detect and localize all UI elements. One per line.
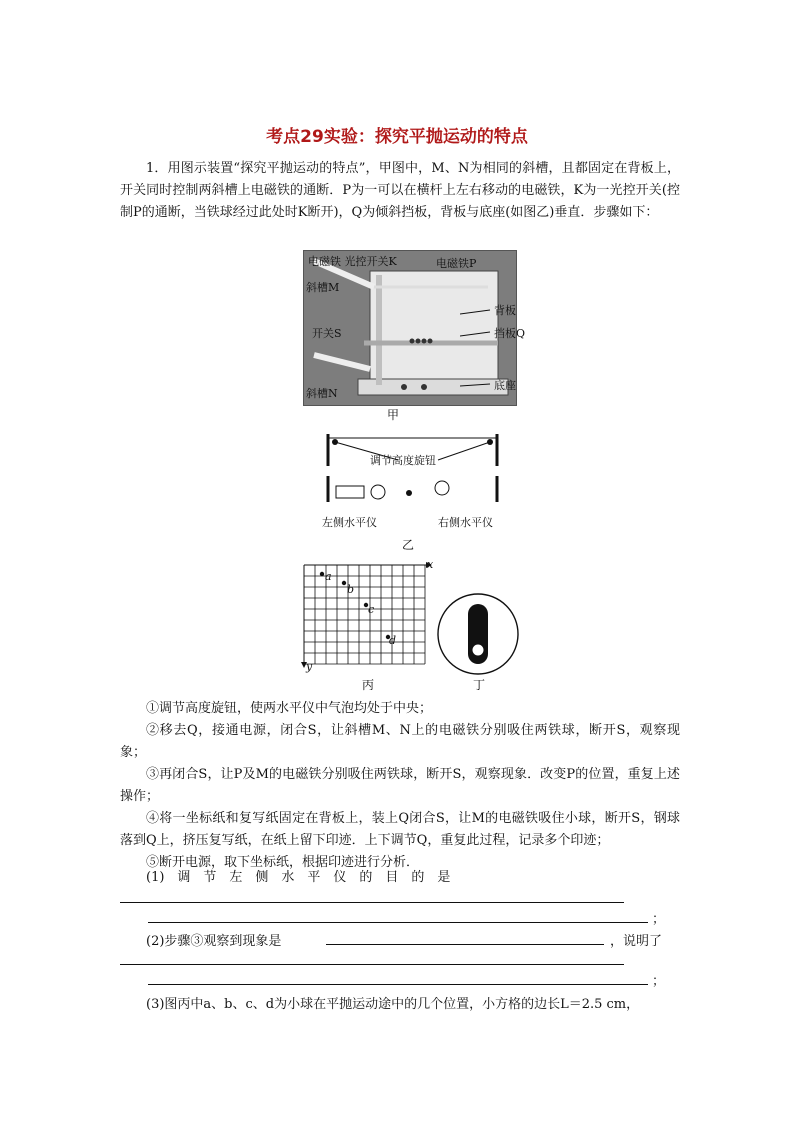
question-3-prompt: (3)图丙中a、b、c、d为小球在平抛运动途中的几个位置，小方格的边长L＝2.5 cm， — [146, 997, 640, 1012]
point-b — [342, 581, 346, 585]
caption-yi: 乙 — [401, 538, 414, 552]
question-2-prompt-a: (2)步骤③观察到现象是 — [146, 934, 282, 949]
label-base: 底座 — [494, 379, 516, 392]
step-2: ②移去Q，接通电源，闭合S，让斜槽M、N上的电磁铁分别吸住两铁球，断开S，观察现象； — [120, 723, 680, 760]
label-knob: 调节高度旋钮 — [370, 454, 436, 467]
caption-ding: 丁 — [472, 678, 485, 692]
label-em-k: 电磁铁 光控开关K — [308, 255, 397, 268]
figure-ding-level — [435, 592, 523, 676]
caption-jia: 甲 — [386, 408, 399, 422]
point-label-c: c — [368, 603, 375, 616]
q1-end-mark: ； — [652, 912, 666, 927]
answer-line-q1-b[interactable] — [148, 922, 648, 923]
figure-yi-diagram — [320, 430, 505, 510]
label-right-level: 右侧水平仪 — [438, 516, 493, 529]
page-title: 考点29实验：探究平抛运动的特点 — [266, 127, 528, 147]
step-4: ④将一坐标纸和复写纸固定在背板上，装上Q闭合S，让M的电磁铁吸住小球，断开S，钢球落到Q上，挤压复写纸，在纸上留下印迹．上下调节Q，重复此过程，记录多个印迹； — [120, 811, 680, 848]
answer-line-q2-a[interactable] — [120, 964, 624, 965]
question-1-prompt: (1) 调 节 左 侧 水 平 仪 的 目 的 是 — [146, 870, 451, 885]
label-slot-m: 斜槽M — [306, 281, 340, 294]
problem-intro: 1．用图示装置“探究平抛运动的特点”，甲图中，M、N为相同的斜槽，且都固定在背板上，开关同时控制两斜槽上电磁铁的通断．P为一可以在横杆上左右移动的电磁铁，K为一光控开关(控制P的通断，当铁球经过此处时K断开)，Q为倾斜挡板，背板与底座(如图乙)垂直．步骤如下： — [120, 161, 680, 220]
label-left-level: 左侧水平仪 — [322, 516, 377, 529]
caption-bing: 丙 — [361, 678, 374, 692]
answer-line-q1-a[interactable] — [120, 902, 624, 903]
grid-lines — [304, 565, 425, 664]
answer-line-q2-b[interactable] — [148, 984, 648, 985]
q2-end-mark: ； — [652, 974, 666, 989]
point-label-d: d — [389, 634, 397, 647]
step-5: ⑤断开电源，取下坐标纸，根据印迹进行分析． — [146, 855, 420, 870]
answer-line-q2-phenomenon[interactable] — [326, 944, 604, 945]
axis-y-label: y — [306, 660, 313, 673]
point-label-a: a — [325, 570, 332, 583]
label-baffle-q: 挡板Q — [494, 327, 526, 340]
point-label-b: b — [347, 583, 355, 596]
step-3: ③再闭合S，让P及M的电磁铁分别吸住两铁球，断开S，观察现象．改变P的位置，重复上述操作； — [120, 767, 680, 804]
label-switch-s: 开关S — [312, 327, 342, 340]
question-2-prompt-b: ，说明了 — [610, 934, 663, 949]
point-a — [320, 572, 324, 576]
label-slot-n: 斜槽N — [306, 387, 338, 400]
axis-x-label: x — [427, 558, 434, 571]
label-backboard: 背板 — [494, 304, 516, 317]
step-1: ①调节高度旋钮，使两水平仪中气泡均处于中央； — [146, 701, 433, 716]
figure-bing-grid — [298, 558, 438, 678]
label-em-p: 电磁铁P — [436, 257, 477, 270]
